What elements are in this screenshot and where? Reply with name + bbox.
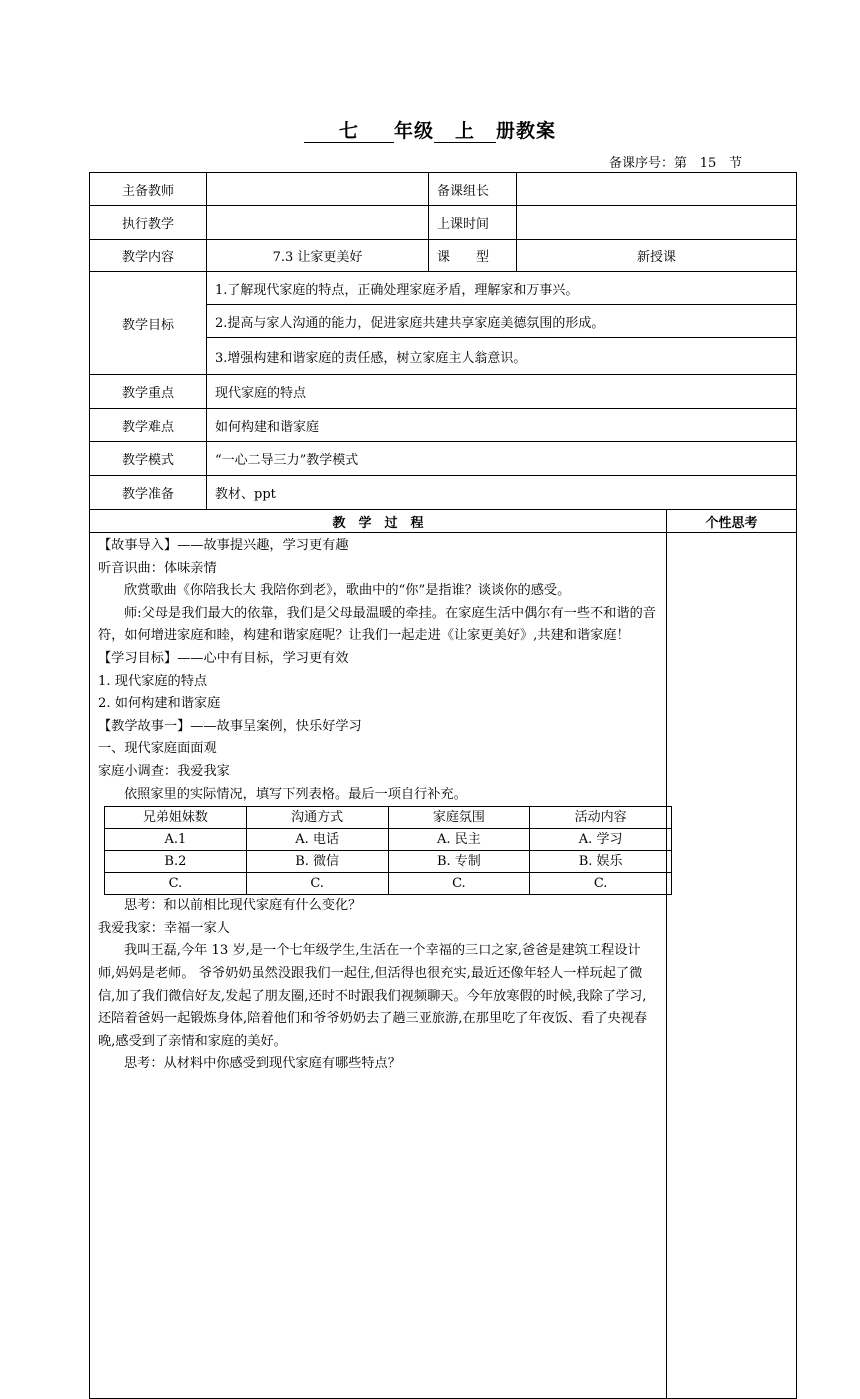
thinking-header: 个性思考 <box>667 510 797 533</box>
survey-cell: A. 电话 <box>246 829 388 851</box>
page-title <box>0 116 860 143</box>
class-time-label: 上课时间 <box>429 206 517 240</box>
seq-unit: 节 <box>728 156 742 171</box>
survey-cell: C. <box>246 873 388 895</box>
survey-row <box>105 829 672 851</box>
survey-cell: B. 专制 <box>388 851 530 873</box>
survey-row <box>105 851 672 873</box>
key-label: 教学重点 <box>90 375 207 409</box>
survey-cell: C. <box>388 873 530 895</box>
objective-1: 1. 现代家庭的特点 <box>98 673 208 689</box>
story-one-heading: 【教学故事一】——故事呈案例，快乐好学习 <box>98 718 362 734</box>
seq-label: 备课序号：第 <box>608 156 687 171</box>
goal-2: 2.提高与家人沟通的能力，促进家庭共建共享家庭美德氛围的形成。 <box>207 305 797 338</box>
survey-header-row <box>105 807 672 829</box>
term-value: 上 <box>434 120 496 143</box>
lead-teacher-label: 主备教师 <box>90 173 207 206</box>
think-question-1: 思考：和以前相比现代家庭有什么变化？ <box>124 898 362 914</box>
mode-label: 教学模式 <box>90 442 207 476</box>
survey-cell: B.2 <box>105 851 247 873</box>
content-label: 教学内容 <box>90 240 207 272</box>
story-intro-heading: 【故事导入】——故事提兴趣，学习更有趣 <box>98 538 349 553</box>
goal-3: 3.增强构建和谐家庭的责任感，树立家庭主人翁意识。 <box>207 338 797 375</box>
mode-value: “一心二导三力”教学模式 <box>207 442 797 476</box>
lesson-sequence <box>609 152 742 173</box>
grade-suffix: 年级 <box>393 120 434 142</box>
executor-value <box>207 206 429 240</box>
survey-instruction: 依照家里的实际情况，填写下列表格。最后一项自行补充。 <box>124 786 467 802</box>
thinking-column <box>667 533 797 1399</box>
row-process <box>90 533 797 1399</box>
process-header: 教 学 过 程 <box>90 510 667 533</box>
survey-cell: A.1 <box>105 829 247 851</box>
row-lead-teacher <box>90 173 797 206</box>
row-prep <box>90 476 797 510</box>
row-goals <box>90 272 797 305</box>
process-content <box>90 533 667 1399</box>
key-value: 现代家庭的特点 <box>207 375 797 409</box>
lead-teacher-value <box>207 173 429 206</box>
row-process-header <box>90 510 797 533</box>
row-difficulty <box>90 409 797 442</box>
survey-header: 活动内容 <box>530 807 672 829</box>
seq-number: 15 <box>687 156 729 173</box>
survey-header: 兄弟姐妹数 <box>105 807 247 829</box>
executor-label: 执行教学 <box>90 206 207 240</box>
song-prompt: 欣赏歌曲《你陪我长大 我陪你到老》，歌曲中的“你”是指谁？谈谈你的感受。 <box>124 583 571 599</box>
row-key <box>90 375 797 409</box>
think-question-2: 思考：从材料中你感受到现代家庭有哪些特点？ <box>124 1056 401 1072</box>
row-executor <box>90 206 797 240</box>
prep-value: 教材、ppt <box>207 476 797 510</box>
happy-family-heading: 我爱我家：幸福一家人 <box>98 920 230 936</box>
row-mode <box>90 442 797 476</box>
group-leader-value <box>517 173 797 206</box>
content-value: 7.3 让家更美好 <box>207 240 429 272</box>
prep-label: 教学准备 <box>90 476 207 510</box>
difficulty-value: 如何构建和谐家庭 <box>207 409 797 442</box>
class-time-value <box>517 206 797 240</box>
survey-cell: C. <box>105 873 247 895</box>
survey-header: 沟通方式 <box>246 807 388 829</box>
survey-row <box>105 873 672 895</box>
teacher-intro: 师:父母是我们最大的依靠，我们是父母最温暖的牵挂。在家庭生活中偶尔有一些不和谐的音符，如何增进家庭和睦，构建和谐家庭呢？让我们一起走进《让家更美好》,共建和谐家庭！ <box>98 605 656 644</box>
survey-cell: B. 微信 <box>246 851 388 873</box>
survey-cell: A. 民主 <box>388 829 530 851</box>
objectives-heading: 【学习目标】——心中有目标，学习更有效 <box>98 650 349 666</box>
objective-2: 2. 如何构建和谐家庭 <box>98 696 221 712</box>
grade-value: 七 <box>304 120 394 143</box>
survey-heading: 家庭小调查：我爱我家 <box>98 763 230 779</box>
survey-cell: C. <box>530 873 672 895</box>
type-label: 课 型 <box>429 240 517 272</box>
survey-cell: A. 学习 <box>530 829 672 851</box>
survey-cell: B. 娱乐 <box>530 851 672 873</box>
goal-1: 1.了解现代家庭的特点，正确处理家庭矛盾，理解家和万事兴。 <box>207 272 797 305</box>
goals-label: 教学目标 <box>90 272 207 375</box>
survey-header: 家庭氛围 <box>388 807 530 829</box>
title-suffix: 册教案 <box>496 120 557 142</box>
difficulty-label: 教学难点 <box>90 409 207 442</box>
section-one-heading: 一、现代家庭面面观 <box>98 741 217 757</box>
lesson-plan-table <box>89 172 797 1399</box>
group-leader-label: 备课组长 <box>429 173 517 206</box>
listen-heading: 听音识曲：体味亲情 <box>98 560 217 576</box>
row-content <box>90 240 797 272</box>
survey-table <box>104 806 672 895</box>
family-story: 我叫王磊,今年 13 岁,是一个七年级学生,生活在一个幸福的三口之家,爸爸是建筑工程设计师,妈妈是老师。 爷爷奶奶虽然没跟我们一起住,但活得也很充实,最近还像年轻人一样玩起了微信,加了我们微信好友,发起了朋友圈,还时不时跟我们视频聊天。今年放寒假的时候,我除了学习,还陪着爸妈一起锻炼身体,陪着他们和爷爷奶奶去了趟三亚旅游,在那里吃了年夜饭、看了央视春晚,感受到了亲情和家庭的美好。 <box>98 943 648 1049</box>
type-value: 新授课 <box>517 240 797 272</box>
